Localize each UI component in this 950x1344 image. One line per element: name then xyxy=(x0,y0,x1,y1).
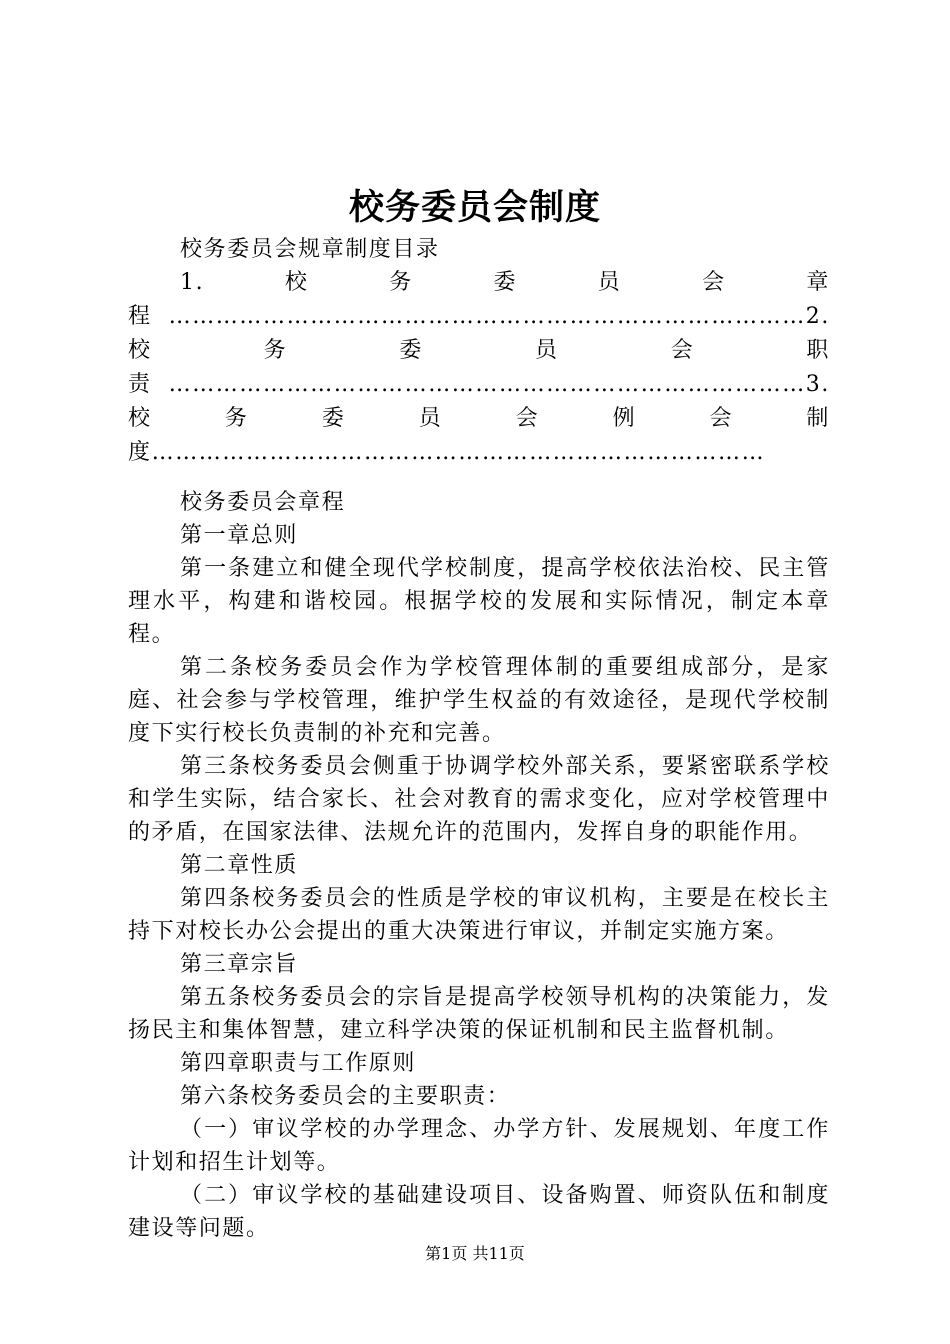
page-number: 第1页 共11页 xyxy=(425,1244,525,1263)
article-paragraph: 第三条校务委员会侧重于协调学校外部关系，要紧密联系学校和学生实际，结合家长、社会对教育的需求变化，应对学校管理中的矛盾，在国家法律、法规允许的范围内，发挥自身的职能作用。 xyxy=(128,754,830,845)
toc-entries: 1.校务委员会章程………………………………………………………………………2.校务委员会职责………………………………………………………………………3.校务委员会例会制度…………………………………………………………………… xyxy=(128,270,830,465)
duty-item: （一）审议学校的办学理念、办学方针、发展规划、年度工作计划和招生计划等。 xyxy=(128,1117,830,1175)
chapter-heading: 第三章宗旨 xyxy=(180,952,299,977)
article-paragraph: 第四条校务委员会的性质是学校的审议机构，主要是在校长主持下对校长办公会提出的重大决策进行审议，并制定实施方案。 xyxy=(128,886,830,944)
article-paragraph: 第二条校务委员会作为学校管理体制的重要组成部分，是家庭、社会参与学校管理，维护学生权益的有效途径，是现代学校制度下实行校长负责制的补充和完善。 xyxy=(128,655,830,746)
duty-item: （二）审议学校的基础建设项目、设备购置、师资队伍和制度建设等问题。 xyxy=(128,1183,830,1241)
chapter-heading: 第一章总则 xyxy=(180,523,299,548)
article-paragraph: 第五条校务委员会的宗旨是提高学校领导机构的决策能力，发扬民主和集体智慧，建立科学决策的保证机制和民主监督机制。 xyxy=(128,985,830,1043)
article-paragraph: 第一条建立和健全现代学校制度，提高学校依法治校、民主管理水平，构建和谐校园。根据学校的发展和实际情况，制定本章程。 xyxy=(128,556,830,647)
section-gap xyxy=(128,470,830,486)
document-body xyxy=(128,233,830,1245)
charter-title: 校务委员会章程 xyxy=(180,490,346,515)
chapter-heading: 第二章性质 xyxy=(180,853,299,878)
document-title: 校务委员会制度 xyxy=(348,187,601,228)
toc-heading: 校务委员会规章制度目录 xyxy=(180,237,440,262)
article-paragraph: 第六条校务委员会的主要职责： xyxy=(180,1084,511,1109)
chapter-heading: 第四章职责与工作原则 xyxy=(180,1051,417,1076)
